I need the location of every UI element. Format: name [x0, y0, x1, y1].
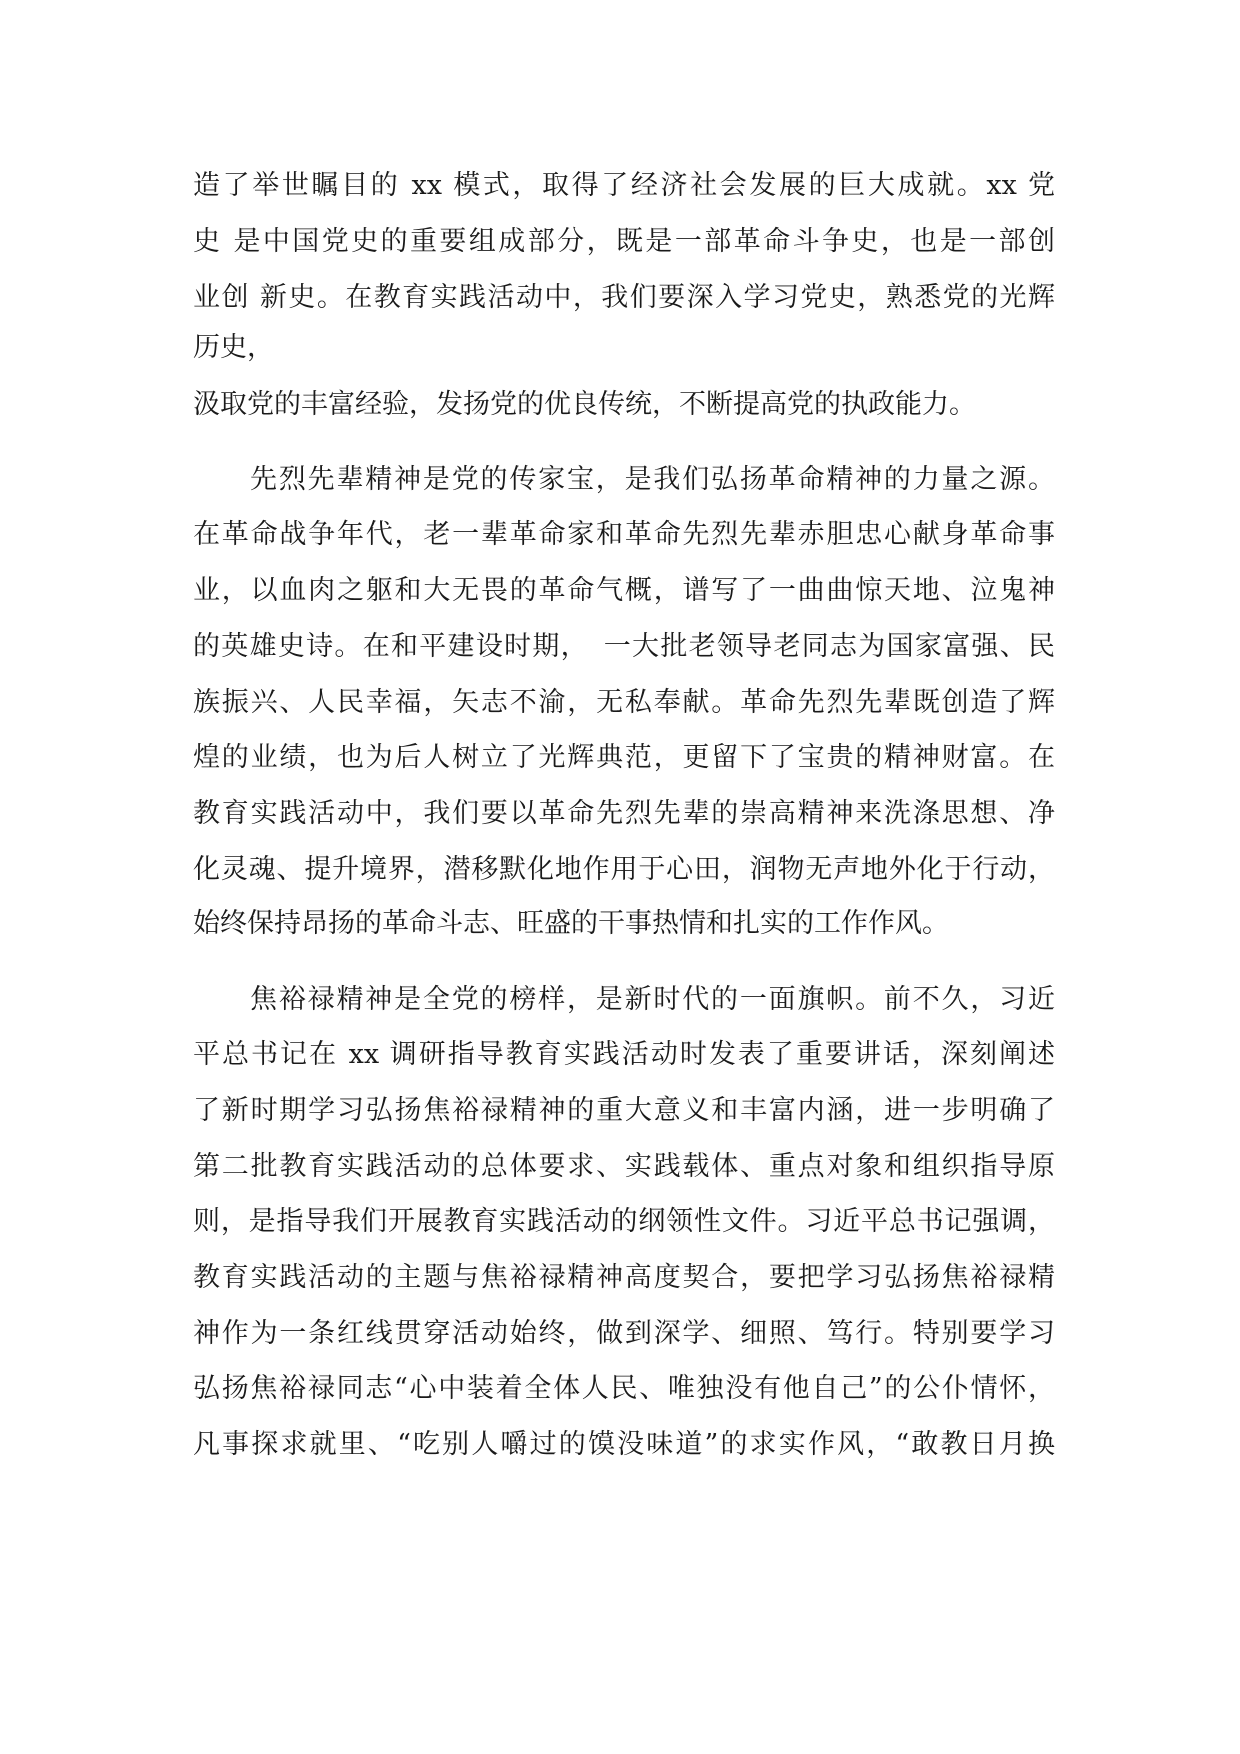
text-line: 先烈先辈精神是党的传家宝，是我们弘扬革命精神的力量之源。	[250, 464, 1055, 495]
text-line: 族振兴、人民幸福，矢志不渝，无私奉献。革命先烈先辈既创造了辉	[193, 687, 1055, 718]
text-line: 弘扬焦裕禄同志“心中装着全体人民、唯独没有他自己”的公仆情怀，	[193, 1373, 1055, 1404]
text-line: 煌的业绩，也为后人树立了光辉典范，更留下了宝贵的精神财富。在	[193, 742, 1055, 773]
text-line: 焦裕禄精神是全党的榜样，是新时代的一面旗帜。前不久，习近	[250, 984, 1055, 1015]
text-line: 历史，	[193, 332, 274, 363]
text-line: 汲取党的丰富经验，发扬党的优良传统，不断提高党的执政能力。	[193, 389, 976, 420]
text-line: 神作为一条红线贯穿活动始终，做到深学、细照、笃行。特别要学习	[193, 1318, 1055, 1349]
text-line: 始终保持昂扬的革命斗志、旺盛的干事热情和扎实的工作作风。	[193, 908, 949, 939]
text-line: 的英雄史诗。在和平建设时期， 一大批老领导老同志为国家富强、民	[193, 631, 1055, 662]
text-line: 第二批教育实践活动的总体要求、实践载体、重点对象和组织指导原	[193, 1151, 1055, 1182]
text-line: 史 是中国党史的重要组成部分，既是一部革命斗争史，也是一部创	[193, 226, 1055, 257]
text-line: 化灵魂、提升境界，潜移默化地作用于心田，润物无声地外化于行动，	[193, 854, 1055, 885]
text-line: 了新时期学习弘扬焦裕禄精神的重大意义和丰富内涵，进一步明确了	[193, 1095, 1055, 1126]
text-line: 教育实践活动的主题与焦裕禄精神高度契合，要把学习弘扬焦裕禄精	[193, 1262, 1055, 1293]
text-line: 则，是指导我们开展教育实践活动的纲领性文件。习近平总书记强调，	[193, 1206, 1055, 1237]
text-line: 造了举世瞩目的 xx 模式，取得了经济社会发展的巨大成就。xx 党	[193, 170, 1055, 201]
text-line: 业，以血肉之躯和大无畏的革命气概，谱写了一曲曲惊天地、泣鬼神	[193, 575, 1055, 606]
text-line: 平总书记在 xx 调研指导教育实践活动时发表了重要讲话，深刻阐述	[193, 1039, 1055, 1070]
text-line: 凡事探求就里、“吃别人嚼过的馍没味道”的求实作风，“敢教日月换	[193, 1429, 1055, 1460]
text-line: 在革命战争年代，老一辈革命家和革命先烈先辈赤胆忠心献身革命事	[193, 519, 1055, 550]
text-line: 教育实践活动中，我们要以革命先烈先辈的崇高精神来洗涤思想、净	[193, 798, 1055, 829]
text-line: 业创 新史。在教育实践活动中，我们要深入学习党史，熟悉党的光辉	[193, 282, 1055, 313]
